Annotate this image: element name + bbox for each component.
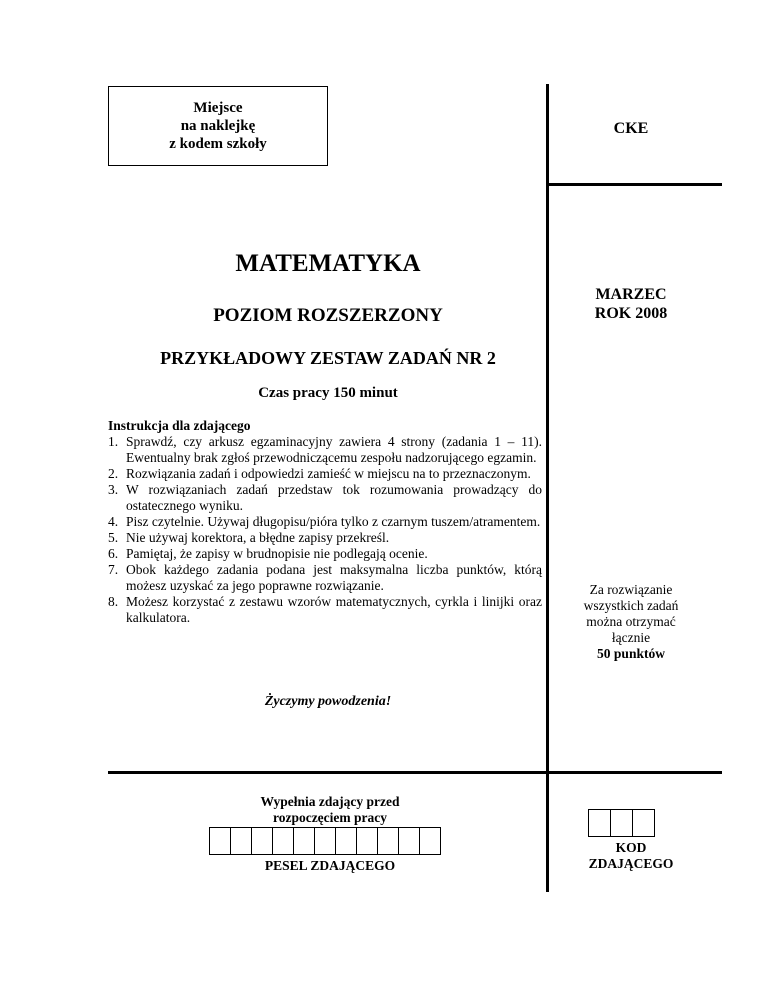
fill-in-note xyxy=(210,794,450,826)
pesel-digit-box[interactable] xyxy=(419,827,441,855)
pesel-digit-box[interactable] xyxy=(230,827,252,855)
instruction-item xyxy=(108,466,542,482)
instructions-list xyxy=(108,434,542,626)
instruction-text: Możesz korzystać z zestawu wzorów matematycznych, cyrkla i linijki oraz kalkulatora. xyxy=(126,594,542,625)
points-line-1: Za rozwiązanie xyxy=(589,582,673,597)
points-line-3: można otrzymać xyxy=(586,614,676,629)
bottom-divider xyxy=(108,771,722,774)
exam-level: POZIOM ROZSZERZONY xyxy=(213,305,443,326)
school-code-sticker-box xyxy=(108,86,328,166)
student-code-label xyxy=(556,840,706,872)
instruction-item xyxy=(108,434,542,466)
instruction-item xyxy=(108,530,542,546)
instructions xyxy=(108,418,542,626)
exam-month: MARZEC xyxy=(595,286,667,303)
instruction-number: 4. xyxy=(108,514,119,529)
set-title: PRZYKŁADOWY ZESTAW ZADAŃ NR 2 xyxy=(160,348,496,368)
sticker-line-3: z kodem szkoły xyxy=(169,136,267,152)
points-note xyxy=(556,582,706,662)
pesel-label: PESEL ZDAJĄCEGO xyxy=(264,858,396,873)
instruction-text: Rozwiązania zadań i odpowiedzi zamieść w miejscu na to przeznaczonym. xyxy=(126,466,531,481)
good-luck-message: Życzymy powodzenia! xyxy=(264,694,392,709)
points-line-4: łącznie xyxy=(611,630,651,645)
pesel-digit-box[interactable] xyxy=(314,827,336,855)
student-code-label-line-1: KOD xyxy=(615,840,647,855)
exam-date xyxy=(556,285,706,323)
fill-in-line-1: Wypełnia zdający przed xyxy=(260,794,400,809)
instruction-item xyxy=(108,514,542,530)
top-right-divider xyxy=(546,183,722,186)
pesel-digit-box[interactable] xyxy=(335,827,357,855)
instruction-number: 6. xyxy=(108,546,119,561)
student-code-input-grid[interactable] xyxy=(589,809,655,837)
instruction-number: 1. xyxy=(108,434,119,449)
pesel-digit-box[interactable] xyxy=(272,827,294,855)
pesel-digit-box[interactable] xyxy=(377,827,399,855)
exam-time: Czas pracy 150 minut xyxy=(258,385,398,401)
code-digit-box[interactable] xyxy=(610,809,633,837)
instruction-item xyxy=(108,562,542,594)
instruction-item xyxy=(108,594,542,626)
points-line-2: wszystkich zadań xyxy=(583,598,679,613)
instruction-text: Pisz czytelnie. Używaj długopisu/pióra tylko z czarnym tuszem/atramentem. xyxy=(126,514,541,529)
subject-title: MATEMATYKA xyxy=(235,250,421,277)
instruction-text: Sprawdź, czy arkusz egzaminacyjny zawiera 4 strony (zadania 1 – 11). Ewentualny brak zgłoś przewodniczącemu zespołu nadzorującego egzamin. xyxy=(126,434,542,465)
pesel-digit-box[interactable] xyxy=(209,827,231,855)
instruction-number: 2. xyxy=(108,466,119,481)
instructions-heading: Instrukcja dla zdającego xyxy=(108,418,251,433)
instruction-number: 8. xyxy=(108,594,119,609)
instruction-item xyxy=(108,482,542,514)
pesel-digit-box[interactable] xyxy=(356,827,378,855)
code-digit-box[interactable] xyxy=(588,809,611,837)
instruction-text: Nie używaj korektora, a błędne zapisy przekreśl. xyxy=(126,530,390,545)
cke-label: CKE xyxy=(613,120,649,137)
sticker-line-2: na naklejkę xyxy=(180,118,256,134)
instruction-text: Obok każdego zadania podana jest maksymalna liczba punktów, którą możesz uzyskać za jego poprawne rozwiązanie. xyxy=(126,562,542,593)
points-total: 50 punktów xyxy=(597,646,665,661)
instruction-number: 7. xyxy=(108,562,119,577)
sticker-line-1: Miejsce xyxy=(193,100,243,116)
pesel-input-grid[interactable] xyxy=(210,827,441,855)
instruction-text: Pamiętaj, że zapisy w brudnopisie nie podlegają ocenie. xyxy=(126,546,428,561)
instruction-text: W rozwiązaniach zadań przedstaw tok rozumowania prowadzący do ostatecznego wyniku. xyxy=(126,482,542,513)
student-code-label-line-2: ZDAJĄCEGO xyxy=(588,856,674,871)
fill-in-line-2: rozpoczęciem pracy xyxy=(272,810,388,825)
instruction-number: 3. xyxy=(108,482,119,497)
exam-year: ROK 2008 xyxy=(594,305,668,322)
pesel-digit-box[interactable] xyxy=(251,827,273,855)
instruction-number: 5. xyxy=(108,530,119,545)
pesel-digit-box[interactable] xyxy=(293,827,315,855)
code-digit-box[interactable] xyxy=(632,809,655,837)
instruction-item xyxy=(108,546,542,562)
pesel-digit-box[interactable] xyxy=(398,827,420,855)
